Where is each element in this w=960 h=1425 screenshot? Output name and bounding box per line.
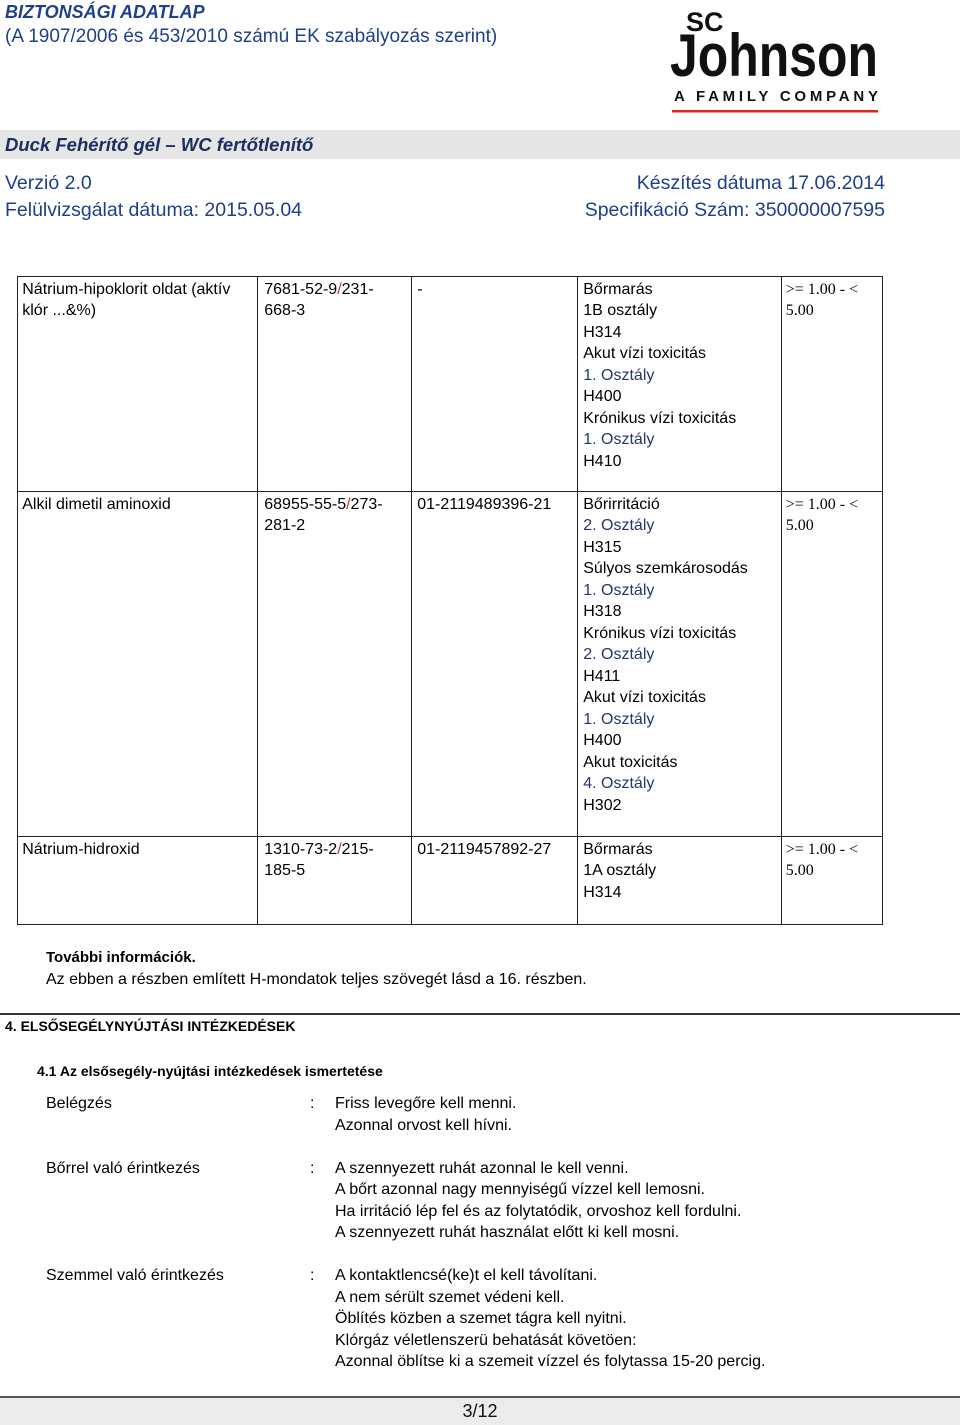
reach-registration-number: - <box>417 280 423 298</box>
classification-line: 2. Osztály <box>583 517 655 535</box>
id-separator: / <box>337 840 342 858</box>
section-4-title: 4. ELSŐSEGÉLYNYÚJTÁSI INTÉZKEDÉSEK <box>5 1018 296 1034</box>
substance-name: Nátrium-hipoklorit oldat (aktív klór ...&%) <box>22 280 231 320</box>
measure-eye-contact <box>46 1265 926 1373</box>
classification-line: H400 <box>583 732 622 750</box>
measure-line: A bőrt azonnal nagy mennyiségű vízzel kell lemosni. <box>335 1181 705 1198</box>
classification-line: H318 <box>583 603 622 621</box>
concentration-cell <box>782 837 883 925</box>
classification-line: Krónikus vízi toxicitás <box>583 624 737 642</box>
classification-line: H315 <box>583 538 622 556</box>
classification-line: Súlyos szemkárosodás <box>583 560 748 578</box>
version: Verzió 2.0 <box>5 172 92 194</box>
logo-sc-mark: SC <box>686 7 724 37</box>
measure-label: Belégzés <box>46 1095 112 1112</box>
cas-number: 68955-55-5 <box>264 495 347 513</box>
measure-inhalation <box>46 1093 926 1136</box>
concentration: >= 1.00 - < 5.00 <box>785 840 859 880</box>
reach-registration-number: 01-2119489396-21 <box>417 495 552 513</box>
ec-number-part: 231- <box>341 280 374 298</box>
substance-name-cell <box>18 492 258 837</box>
measure-line: Friss levegőre kell menni. <box>335 1095 517 1112</box>
reach-registration-number: 01-2119457892-27 <box>417 840 552 858</box>
classification-line: H314 <box>583 883 622 901</box>
classification-line: 4. Osztály <box>583 775 655 793</box>
ec-number-part: 185-5 <box>264 862 306 880</box>
registration-cell <box>412 492 578 837</box>
classification-cell <box>578 492 782 837</box>
measure-label: Bőrrel való érintkezés <box>46 1159 200 1177</box>
measure-colon: : <box>310 1267 315 1284</box>
id-separator: / <box>337 280 342 298</box>
specification-number: Specifikáció Szám: 350000007595 <box>584 199 885 221</box>
further-info <box>46 947 587 990</box>
classification-line: Akut toxicitás <box>583 753 678 771</box>
classification-line: Akut vízi toxicitás <box>583 689 706 707</box>
product-name: Duck Fehérítő gél – WC fertőtlenítő <box>5 134 314 155</box>
revision-date: Felülvizsgálat dátuma: 2015.05.04 <box>5 199 303 221</box>
classification-line: Akut vízi toxicitás <box>583 345 706 363</box>
cas-ec-cell <box>258 492 412 837</box>
cas-number: 7681-52-9 <box>264 280 338 298</box>
classification-cell <box>578 277 782 492</box>
logo-wordmark: Johnson <box>670 22 878 89</box>
measure-line: Öblítés közben a szemet tágra kell nyitni. <box>335 1310 627 1327</box>
id-separator: / <box>346 495 351 513</box>
concentration-cell <box>782 492 883 837</box>
measure-line: Klórgáz véletlenszerü behatását követöen: <box>335 1331 637 1349</box>
further-info-title: További információk. <box>46 949 196 966</box>
creation-date: Készítés dátuma 17.06.2014 <box>636 172 885 194</box>
measure-text <box>335 1265 926 1373</box>
ec-number-part: 215- <box>341 840 374 858</box>
classification-line: H400 <box>583 388 622 406</box>
concentration: >= 1.00 - < 5.00 <box>785 280 859 320</box>
classification-line: 1. Osztály <box>583 710 655 728</box>
classification-line: H302 <box>583 796 622 814</box>
composition-table <box>17 276 883 925</box>
measure-line: A szennyezett ruhát azonnal le kell venni. <box>335 1159 629 1177</box>
classification-line: Bőrmarás <box>583 280 653 298</box>
classification-line: 2. Osztály <box>583 646 655 664</box>
measure-skin-contact <box>46 1158 926 1244</box>
further-info-text: Az ebben a részben említett H-mondatok teljes szövegét lásd a 16. részben. <box>46 970 587 988</box>
substance-name: Nátrium-hidroxid <box>22 840 140 858</box>
document-title: BIZTONSÁGI ADATLAP <box>5 2 205 22</box>
cas-ec-cell <box>258 837 412 925</box>
measure-line: A kontaktlencsé(ke)t el kell távolítani. <box>335 1267 598 1284</box>
classification-cell <box>578 837 782 925</box>
section-4-1-title: 4.1 Az elsősegély-nyújtási intézkedések ismertetése <box>37 1063 383 1079</box>
classification-line: Krónikus vízi toxicitás <box>583 409 737 427</box>
classification-line: 1. Osztály <box>583 366 655 384</box>
concentration: >= 1.00 - < 5.00 <box>785 495 859 535</box>
classification-line: H314 <box>583 323 622 341</box>
classification-line: H410 <box>583 452 622 470</box>
measure-line: Azonnal orvost kell hívni. <box>335 1116 512 1134</box>
classification-line: 1. Osztály <box>583 581 655 599</box>
concentration-cell <box>782 277 883 492</box>
measure-line: Azonnal öblítse ki a szemeit vízzel és folytassa 15-20 percig. <box>335 1353 766 1370</box>
ec-number-part: 273- <box>350 495 383 513</box>
classification-line: 1. Osztály <box>583 431 655 449</box>
substance-name-cell <box>18 277 258 492</box>
logo-red-underline <box>672 110 878 113</box>
registration-cell <box>412 277 578 492</box>
registration-cell <box>412 837 578 925</box>
classification-line: Bőrirritáció <box>583 495 660 513</box>
measure-label: Szemmel való érintkezés <box>46 1267 224 1284</box>
page-number: 3/12 <box>462 1401 498 1421</box>
measure-line: A nem sérült szemet védeni kell. <box>335 1288 565 1306</box>
first-aid-measures <box>46 1093 926 1394</box>
measure-line: A szennyezett ruhát használat előtt ki kell mosni. <box>335 1224 680 1241</box>
cas-ec-cell <box>258 277 412 492</box>
measure-text <box>335 1158 926 1244</box>
ec-number-part: 668-3 <box>264 302 306 320</box>
measure-colon: : <box>310 1095 315 1112</box>
classification-line: H411 <box>583 667 621 685</box>
measure-text <box>335 1093 926 1136</box>
classification-line: 1A osztály <box>583 862 657 880</box>
substance-name: Alkil dimetil aminoxid <box>22 495 171 513</box>
substance-name-cell <box>18 837 258 925</box>
sc-johnson-logo <box>666 4 882 116</box>
classification-line: 1B osztály <box>583 302 658 320</box>
measure-colon: : <box>310 1159 315 1177</box>
classification-line: Bőrmarás <box>583 840 653 858</box>
regulation-subtitle: (A 1907/2006 és 453/2010 számú EK szabályozás szerint) <box>5 26 498 47</box>
cas-number: 1310-73-2 <box>264 840 338 858</box>
measure-line: Ha irritáció lép fel és az folytatódik, orvoshoz kell fordulni. <box>335 1202 742 1220</box>
ec-number-part: 281-2 <box>264 517 306 535</box>
logo-tagline: A FAMILY COMPANY <box>674 88 878 105</box>
